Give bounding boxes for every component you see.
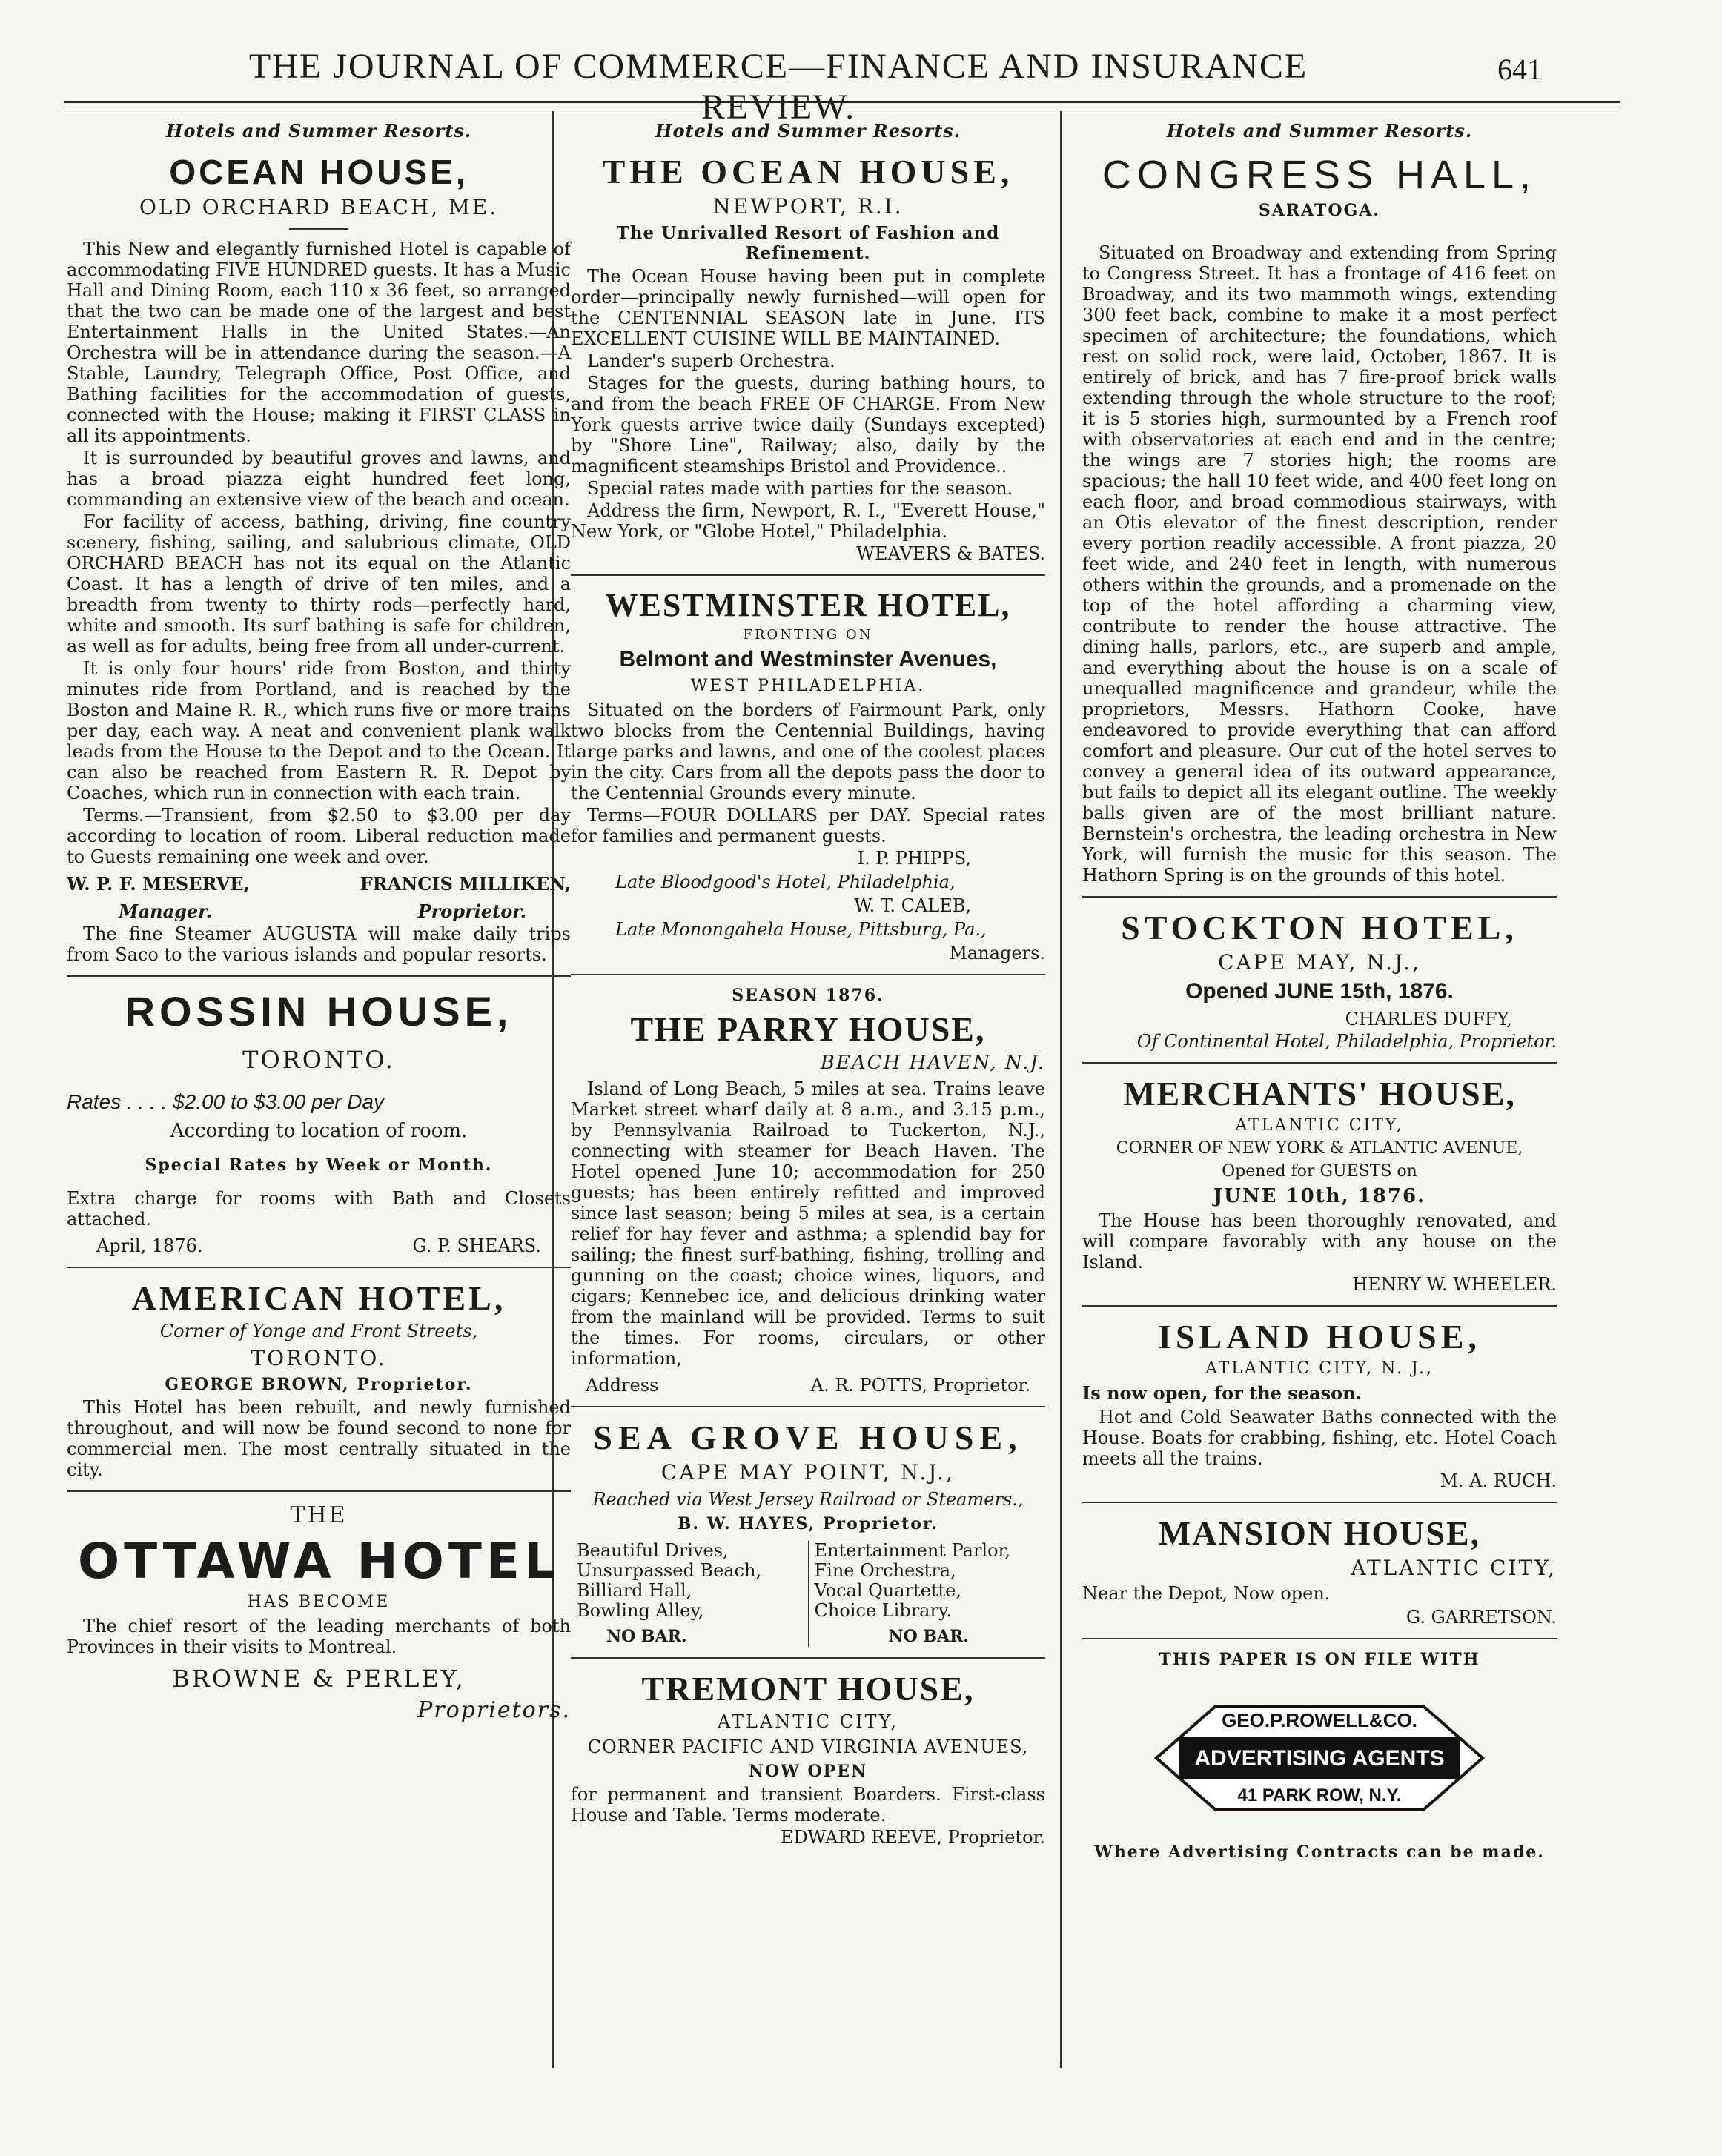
ocean-newport-signer: WEAVERS & BATES.: [856, 543, 1045, 564]
paragraph: Situated on Broadway and extending from Spring to Congress Street. It has a frontage of 416 feet on Broadway, and its two mammoth wings, extending 300 feet back, combine to make it a most perfect specimen of architecture; the foundations, which rest on solid rock, were laid, October, 1867. It is entirely of brick, and has 7 fire-proof brick walls extending through the whole structure to the roof; it is 5 stories high, surmounted by a French roof with observatories at each end and in the centre; the wings are 7 stories high; the rooms are spacious; the hall 10 feet wide, and 400 feet long on each floor, and broad commodious stairways, with an Otis elevator of the finest description, render every portion readily accessible. A front piazza, 20 feet wide, and 240 feet in length, with numerous others within the grounds, and a promenade on the top of the hotel affording a charming view, contribute to render the house attractive. The dining halls, parlors, etc., are superb and ample, and everything about the house is on a scale of unequalled magnificence and grandeur, while the proprietors, Messrs. Hathorn Cooke, have endeavored to provide everything that can afford comfort and pleasure. Our cut of the hotel serves to convey a general idea of its outward appearance, but fails to depict all its elegant outline. The weekly balls given are of the most brilliant nature. Bernstein's orchestra, the leading orchestra in New York, will furnish the music for this season. The Hathorn Spring is on the grounds of this hotel.: [1082, 242, 1557, 886]
divider: [571, 974, 1045, 975]
list-item: Fine Orchestra,: [814, 1560, 956, 1581]
ocean-house-body: [67, 239, 571, 867]
column-3: [1082, 117, 1557, 1865]
tremont-title: TREMONT HOUSE,: [641, 1670, 975, 1708]
rowell-logo: [1082, 1684, 1557, 1835]
no-bar-label: NO BAR.: [888, 1627, 970, 1646]
merchants-city: ATLANTIC CITY,: [1235, 1116, 1404, 1135]
proprietor-name: FRANCIS MILLIKEN,: [360, 873, 571, 895]
paragraph: Terms.—Transient, from $2.50 to $3.00 per day according to location of room. Liberal reduction made to Guests remaining one week and over.: [67, 805, 571, 867]
parry-signer: A. R. POTTS, Proprietor.: [810, 1375, 1030, 1396]
rossin-special: Special Rates by Week or Month.: [145, 1155, 493, 1175]
rossin-signer: G. P. SHEARS.: [412, 1235, 541, 1256]
merchants-signer: HENRY W. WHEELER.: [1352, 1274, 1557, 1295]
ottawa-has-become: HAS BECOME: [247, 1593, 391, 1611]
rossin-rates-note: According to location of room.: [170, 1120, 468, 1142]
ocean-house-footer: [67, 923, 571, 965]
paragraph: The chief resort of the leading merchants of both Provinces in their visits to Montreal.: [67, 1616, 571, 1657]
divider: [67, 1490, 571, 1492]
paragraph: For facility of access, bathing, driving, fine country scenery, fishing, sailing, and salubrious climate, OLD ORCHARD BEACH has not its equal on the Atlantic Coast. It has a length of drive of ten miles, and a breadth from twenty to thirty rods—perfectly hard, white and smooth. Its surf bathing is safe for children, as well as for adults, being free from all under-current.: [67, 511, 571, 657]
ottawa-owners: BROWNE & PERLEY,: [172, 1665, 466, 1693]
ocean-house-roles: [67, 900, 571, 922]
list-item: Vocal Quartette,: [814, 1580, 962, 1601]
american-hotel-proprietor: GEORGE BROWN, Proprietor.: [165, 1375, 473, 1394]
ocean-newport-city: NEWPORT, R.I.: [712, 194, 904, 219]
westminster-title: WESTMINSTER HOTEL,: [605, 587, 1011, 623]
paragraph: Special rates made with parties for the season.: [587, 478, 1013, 499]
paragraph: The fine Steamer AUGUSTA will make daily trips from Saco to the various islands and popular resorts.: [67, 923, 571, 965]
section-header: Hotels and Summer Resorts.: [655, 120, 961, 142]
sea-grove-title: SEA GROVE HOUSE,: [593, 1419, 1023, 1456]
section-header: Hotels and Summer Resorts.: [1166, 120, 1473, 142]
mansion-house-signer: G. GARRETSON.: [1406, 1607, 1557, 1628]
divider: [67, 975, 571, 977]
westminster-managers: Managers.: [949, 943, 1045, 963]
divider: [289, 228, 348, 230]
ocean-house-subtitle: OLD ORCHARD BEACH, ME.: [139, 195, 499, 219]
rossin-date: April, 1876.: [96, 1235, 203, 1256]
section-header: Hotels and Summer Resorts.: [165, 120, 472, 142]
list-item: Unsurpassed Beach,: [577, 1560, 762, 1581]
tremont-now-open: NOW OPEN: [748, 1762, 868, 1781]
top-rule: [64, 101, 1620, 103]
tremont-city: ATLANTIC CITY,: [717, 1711, 898, 1732]
manager-name: W. P. F. MESERVE,: [67, 873, 250, 895]
no-bar-label: NO BAR.: [606, 1627, 687, 1646]
rossin-footer: [67, 1235, 571, 1256]
stockton-title: STOCKTON HOTEL,: [1121, 909, 1518, 946]
tremont-corner: CORNER PACIFIC AND VIRGINIA AVENUES,: [587, 1737, 1029, 1757]
amenities-left: [571, 1541, 809, 1647]
westminster-city: WEST PHILADELPHIA.: [690, 677, 926, 695]
sea-grove-reached: Reached via West Jersey Railroad or Steamers.,: [592, 1489, 1024, 1510]
sea-grove-location: CAPE MAY POINT, N.J.,: [660, 1460, 956, 1485]
paragraph: The Ocean House having been put in complete order—principally newly furnished—will open for the CENTENNIAL SEASON late in June. ITS EXCELLENT CUISINE WILL BE MAINTAINED.: [571, 266, 1045, 349]
paragraph: Hot and Cold Seawater Baths connected with the House. Boats for crabbing, fishing, etc. Hotel Coach meets all the trains.: [1082, 1407, 1557, 1469]
list-item: Beautiful Drives,: [577, 1540, 729, 1561]
merchants-date: JUNE 10th, 1876.: [1213, 1185, 1426, 1207]
tremont-signer: EDWARD REEVE, Proprietor.: [780, 1827, 1045, 1848]
ocean-house-signers: [67, 873, 571, 895]
american-hotel-city: TORONTO.: [251, 1346, 387, 1370]
paragraph: Terms—FOUR DOLLARS per DAY. Special rates for families and permanent guests.: [571, 805, 1045, 846]
paragraph: It is surrounded by beautiful groves and lawns, and has a broad piazza eight hundred feet long, commanding an extensive view of the beach and ocean.: [67, 448, 571, 510]
file-notice-heading: THIS PAPER IS ON FILE WITH: [1159, 1650, 1480, 1669]
congress-hall-title: CONGRESS HALL,: [1102, 153, 1537, 197]
paragraph: Island of Long Beach, 5 miles at sea. Trains leave Market street wharf daily at 8 a.m., and 3.15 p.m., by Pennsylvania Railroad to Tuckerton, N.J., connecting with steamer for Beach Haven. The Hotel opened June 10; accommodation for 250 guests; has been entirely refitted and improved since last season; being 5 miles at sea, is a certain relief for hay fever and asthma; a splendid bay for sailing; the finest surf-bathing, fishing, trolling and gunning on the coast; choice wines, liquors, and cigars; Kennebec ice, and delicious drinking water from the mainland will be provided. Terms to suit the times. For rooms, circulars, or other information,: [571, 1078, 1045, 1369]
divider: [1082, 896, 1557, 898]
masthead: THE JOURNAL OF COMMERCE—FINANCE AND INSURANCE REVIEW.: [248, 47, 1308, 127]
ocean-newport-body: [571, 266, 1045, 542]
ottawa-owners-label: Proprietors.: [417, 1697, 571, 1723]
westminster-avenues: Belmont and Westminster Avenues,: [619, 647, 997, 671]
american-hotel-body: [67, 1397, 571, 1480]
island-house-title: ISLAND HOUSE,: [1158, 1318, 1481, 1356]
divider: [67, 1267, 571, 1268]
file-notice-footer: Where Advertising Contracts can be made.: [1094, 1842, 1545, 1862]
list-item: Bowling Alley,: [577, 1600, 704, 1621]
column-divider: [1060, 111, 1062, 2068]
island-house-signer: M. A. RUCH.: [1440, 1470, 1557, 1491]
westminster-signer2-note: Late Monongahela House, Pittsburg, Pa.,: [615, 919, 987, 940]
westminster-fronting: FRONTING ON: [743, 627, 873, 643]
parry-season: SEASON 1876.: [732, 986, 884, 1005]
manager-label: Manager.: [119, 900, 212, 922]
rossin-house-title: ROSSIN HOUSE,: [125, 988, 513, 1035]
mansion-house-city: ATLANTIC CITY,: [1351, 1556, 1557, 1580]
stockton-signer: CHARLES DUFFY,: [1345, 1009, 1512, 1029]
ocean-newport-title: THE OCEAN HOUSE,: [602, 153, 1014, 190]
rowell-logo-icon: [1127, 1684, 1512, 1832]
paragraph: Lander's superb Orchestra.: [587, 351, 835, 371]
congress-hall-city: SARATOGA.: [1258, 201, 1381, 220]
mansion-house-title: MANSION HOUSE,: [1158, 1514, 1481, 1552]
westminster-signer2: W. T. CALEB,: [854, 895, 971, 916]
merchants-body: [1082, 1210, 1557, 1273]
list-item: Choice Library.: [814, 1600, 952, 1621]
paragraph: Stages for the guests, during bathing hours, to and from the beach FREE OF CHARGE. From New York guests arrive twice daily (Sundays excepted) by "Shore Line", Railway; also, daily by the magnificent steamships Bristol and Providence..: [571, 373, 1045, 477]
westminster-body: [571, 700, 1045, 846]
rossin-rates: Rates . . . . $2.00 to $3.00 per Day: [67, 1090, 385, 1113]
list-item: Billiard Hall,: [577, 1580, 692, 1601]
tremont-body: [571, 1784, 1045, 1825]
island-house-open: Is now open, for the season.: [1082, 1382, 1362, 1404]
paragraph: for permanent and transient Boarders. First-class House and Table. Terms moderate.: [571, 1784, 1045, 1825]
parry-address-label: Address: [586, 1375, 659, 1396]
logo-line3: 41 PARK ROW, N.Y.: [1237, 1785, 1402, 1805]
paragraph: It is only four hours' ride from Boston, and thirty minutes ride from Portland, and is reached by the Boston and Maine R. R., which runs five or more trains per day, each way. A neat and convenient plank walk leads from the House to the Depot and to the Ocean. It can also be reached from Eastern R. R. Depot by Coaches, which run in connection with each train.: [67, 658, 571, 803]
sea-grove-amenities: [571, 1541, 1045, 1647]
divider: [1082, 1305, 1557, 1307]
divider: [571, 1657, 1045, 1659]
parry-footer: [571, 1375, 1045, 1396]
paragraph: This New and elegantly furnished Hotel is capable of accommodating FIVE HUNDRED guests. It has a Music Hall and Dining Room, each 110 x 36 feet, so arranged that the two can be made one of the largest and best Entertainment Halls in the United States.—An Orchestra will be in attendance during the season.—A Stable, Laundry, Telegraph Office, Post Office, and Bathing facilities for the accommodation of guests, connected with the House; making it FIRST CLASS in all its appointments.: [67, 239, 571, 446]
stockton-signer-note: Of Continental Hotel, Philadelphia, Proprietor.: [1136, 1031, 1557, 1052]
paragraph: Extra charge for rooms with Bath and Closets attached.: [67, 1188, 571, 1230]
stockton-city: CAPE MAY, N.J.,: [1218, 950, 1421, 975]
paragraph: Situated on the borders of Fairmount Park, only two blocks from the Centennial Buildings, having large parks and lawns, and one of the coolest places in the city. Cars from all the depots pass the door to the Centennial Grounds every minute.: [571, 700, 1045, 803]
paragraph: This Hotel has been rebuilt, and newly furnished throughout, and will now be found second to none for commercial men. The most centrally situated in the city.: [67, 1397, 571, 1480]
parry-location: BEACH HAVEN, N.J.: [820, 1052, 1045, 1074]
congress-hall-body: [1082, 242, 1557, 886]
merchants-title: MERCHANTS' HOUSE,: [1123, 1075, 1516, 1112]
page-number: 641: [1497, 53, 1542, 86]
westminster-signer1-note: Late Bloodgood's Hotel, Philadelphia,: [615, 872, 956, 892]
amenities-right: [809, 1541, 1046, 1647]
ocean-newport-tagline: The Unrivalled Resort of Fashion and Refinement.: [616, 223, 1000, 263]
ocean-house-title: OCEAN HOUSE,: [169, 153, 468, 191]
american-hotel-title: AMERICAN HOTEL,: [131, 1279, 506, 1317]
proprietor-label: Proprietor.: [417, 900, 526, 922]
merchants-opened: Opened for GUESTS on: [1222, 1162, 1417, 1181]
divider: [1082, 1062, 1557, 1064]
paragraph: The House has been thoroughly renovated, and will compare favorably with any house on the Island.: [1082, 1210, 1557, 1273]
ottawa-body: [67, 1616, 571, 1657]
merchants-corner: CORNER OF NEW YORK & ATLANTIC AVENUE,: [1116, 1139, 1523, 1158]
westminster-signer1: I. P. PHIPPS,: [857, 848, 971, 869]
rossin-house-city: TORONTO.: [242, 1046, 395, 1074]
rossin-extra: [67, 1188, 571, 1230]
ottawa-hotel-title: OTTAWA HOTEL: [77, 1533, 560, 1590]
logo-line1: GEO.P.ROWELL&CO.: [1222, 1709, 1417, 1731]
divider: [1082, 1638, 1557, 1639]
parry-house-title: THE PARRY HOUSE,: [630, 1010, 986, 1048]
divider: [1082, 1502, 1557, 1503]
divider: [571, 574, 1045, 576]
logo-line2: ADVERTISING AGENTS: [1194, 1746, 1445, 1771]
american-hotel-address: Corner of Yonge and Front Streets,: [159, 1321, 478, 1341]
sea-grove-proprietor: B. W. HAYES, Proprietor.: [677, 1514, 939, 1533]
ottawa-pre: THE: [290, 1502, 348, 1528]
mansion-house-near: Near the Depot, Now open.: [1082, 1583, 1331, 1604]
stockton-opened: Opened JUNE 15th, 1876.: [1185, 979, 1454, 1004]
island-house-body: [1082, 1407, 1557, 1469]
list-item: Entertainment Parlor,: [814, 1540, 1011, 1561]
parry-body: [571, 1078, 1045, 1369]
column-2: [571, 117, 1045, 1849]
column-1: [67, 117, 571, 1728]
paragraph: Address the firm, Newport, R. I., "Everett House," New York, or "Globe Hotel," Philadelphia.: [571, 500, 1045, 542]
divider: [571, 1406, 1045, 1407]
island-house-city: ATLANTIC CITY, N. J.,: [1205, 1359, 1434, 1378]
